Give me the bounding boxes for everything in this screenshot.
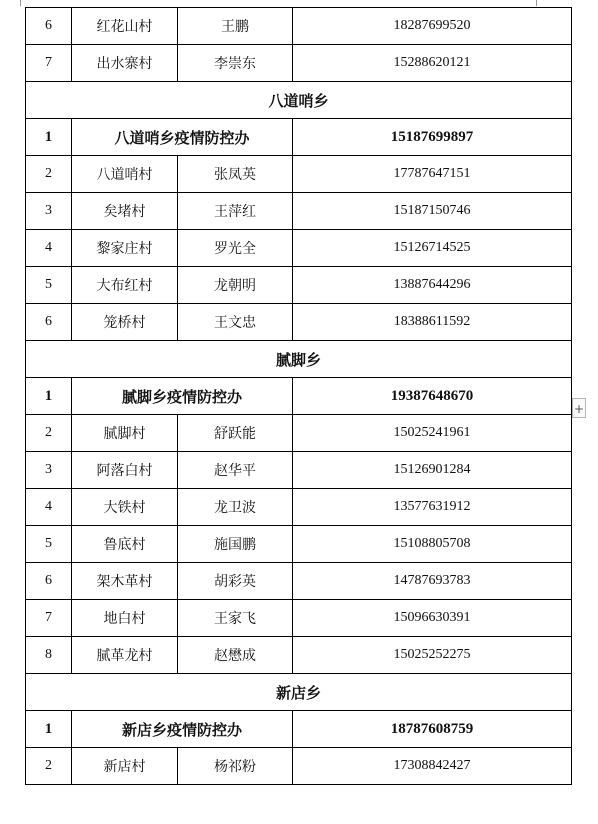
office-name: 八道哨乡疫情防控办 — [72, 119, 293, 156]
village-name: 鲁底村 — [72, 526, 178, 563]
phone-number: 17308842427 — [293, 748, 572, 785]
contact-person: 舒跃能 — [178, 415, 293, 452]
row-number: 5 — [26, 526, 72, 563]
contact-person: 赵懋成 — [178, 637, 293, 674]
contact-person: 龙朝明 — [178, 267, 293, 304]
contact-person: 王家飞 — [178, 600, 293, 637]
phone-number: 15187699897 — [293, 119, 572, 156]
row-number: 1 — [26, 119, 72, 156]
row-number: 2 — [26, 415, 72, 452]
row-number: 3 — [26, 193, 72, 230]
office-row — [26, 711, 572, 748]
township-name: 新店乡 — [26, 674, 572, 711]
row-number: 3 — [26, 452, 72, 489]
village-name: 笼桥村 — [72, 304, 178, 341]
table-row — [26, 304, 572, 341]
phone-number: 15288620121 — [293, 45, 572, 82]
phone-number: 15025252275 — [293, 637, 572, 674]
phone-number: 18287699520 — [293, 8, 572, 45]
row-number: 2 — [26, 748, 72, 785]
contact-person: 施国鹏 — [178, 526, 293, 563]
contact-person: 王鹏 — [178, 8, 293, 45]
contact-person: 赵华平 — [178, 452, 293, 489]
village-name: 大铁村 — [72, 489, 178, 526]
village-name: 阿落白村 — [72, 452, 178, 489]
row-number: 6 — [26, 8, 72, 45]
office-name: 新店乡疫情防控办 — [72, 711, 293, 748]
village-name: 矣堵村 — [72, 193, 178, 230]
contact-person: 龙卫波 — [178, 489, 293, 526]
office-row — [26, 119, 572, 156]
section-header-row — [26, 341, 572, 378]
phone-number: 13887644296 — [293, 267, 572, 304]
table-row — [26, 526, 572, 563]
row-number: 2 — [26, 156, 72, 193]
village-name: 腻革龙村 — [72, 637, 178, 674]
village-name: 地白村 — [72, 600, 178, 637]
contact-person: 王文忠 — [178, 304, 293, 341]
table-row — [26, 415, 572, 452]
village-name: 新店村 — [72, 748, 178, 785]
contact-person: 罗光全 — [178, 230, 293, 267]
section-header-row — [26, 674, 572, 711]
row-number: 7 — [26, 600, 72, 637]
contact-table — [25, 7, 572, 785]
table-row — [26, 193, 572, 230]
phone-number: 15096630391 — [293, 600, 572, 637]
contact-person: 杨祁粉 — [178, 748, 293, 785]
row-number: 8 — [26, 637, 72, 674]
contact-person: 李崇东 — [178, 45, 293, 82]
table-row — [26, 489, 572, 526]
table-row — [26, 563, 572, 600]
village-name: 腻脚村 — [72, 415, 178, 452]
table-row — [26, 637, 572, 674]
village-name: 大布红村 — [72, 267, 178, 304]
village-name: 八道哨村 — [72, 156, 178, 193]
contact-person: 胡彩英 — [178, 563, 293, 600]
table-row — [26, 748, 572, 785]
row-number: 1 — [26, 711, 72, 748]
phone-number: 15025241961 — [293, 415, 572, 452]
page-corner-mark-left — [20, 0, 21, 6]
table-row — [26, 230, 572, 267]
table-row — [26, 45, 572, 82]
row-number: 6 — [26, 304, 72, 341]
table-row — [26, 452, 572, 489]
office-row — [26, 378, 572, 415]
phone-number: 15108805708 — [293, 526, 572, 563]
phone-number: 14787693783 — [293, 563, 572, 600]
section-header-row — [26, 82, 572, 119]
contact-person: 王萍红 — [178, 193, 293, 230]
phone-number: 18388611592 — [293, 304, 572, 341]
village-name: 黎家庄村 — [72, 230, 178, 267]
village-name: 红花山村 — [72, 8, 178, 45]
village-name: 出水寨村 — [72, 45, 178, 82]
phone-number: 18787608759 — [293, 711, 572, 748]
table-add-row-handle[interactable] — [572, 398, 586, 418]
phone-number: 17787647151 — [293, 156, 572, 193]
row-number: 6 — [26, 563, 72, 600]
village-name: 架木革村 — [72, 563, 178, 600]
contact-table-body — [26, 8, 572, 785]
row-number: 4 — [26, 230, 72, 267]
phone-number: 15126901284 — [293, 452, 572, 489]
phone-number: 15126714525 — [293, 230, 572, 267]
table-row — [26, 8, 572, 45]
township-name: 腻脚乡 — [26, 341, 572, 378]
page-corner-mark-right — [536, 0, 537, 6]
phone-number: 19387648670 — [293, 378, 572, 415]
row-number: 4 — [26, 489, 72, 526]
township-name: 八道哨乡 — [26, 82, 572, 119]
row-number: 7 — [26, 45, 72, 82]
office-name: 腻脚乡疫情防控办 — [72, 378, 293, 415]
plus-icon: + — [573, 402, 585, 416]
phone-number: 15187150746 — [293, 193, 572, 230]
table-row — [26, 267, 572, 304]
row-number: 1 — [26, 378, 72, 415]
table-row — [26, 600, 572, 637]
table-row — [26, 156, 572, 193]
phone-number: 13577631912 — [293, 489, 572, 526]
row-number: 5 — [26, 267, 72, 304]
contact-person: 张凤英 — [178, 156, 293, 193]
